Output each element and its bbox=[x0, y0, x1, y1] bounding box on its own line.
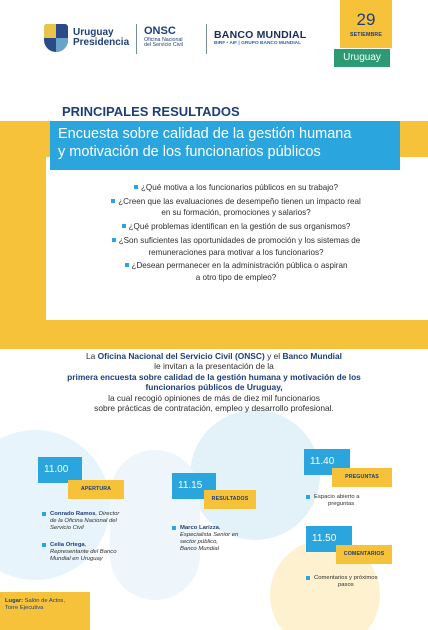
bullet-icon bbox=[172, 526, 176, 530]
speaker-ortega: Celia Ortega, Representante del Banco Mundial en Uruguay bbox=[50, 542, 130, 563]
uruguay-presidencia-logo bbox=[44, 24, 129, 52]
survey-highlight-2: funcionarios públicos de Uruguay, bbox=[145, 382, 283, 393]
location-box bbox=[0, 592, 90, 630]
question-item: ¿Qué motiva a los funcionarios públicos en su trabajo? bbox=[76, 182, 396, 194]
time-1140: 11.40 bbox=[304, 449, 350, 475]
uruguay-label: Uruguay bbox=[73, 26, 114, 38]
date-month: SETIEMBRE bbox=[349, 32, 383, 38]
questions-list bbox=[76, 182, 396, 284]
question-item: ¿Creen que las evaluaciones de desempeño tienen un impacto real en su formación, promociones y salarios? bbox=[76, 196, 396, 219]
time-1100: 11.00 bbox=[38, 457, 82, 483]
bullet-icon bbox=[42, 512, 46, 516]
banco-mundial-logo bbox=[214, 29, 306, 47]
question-item: ¿Desean permanecer en la administración pública o aspiran a otro tipo de empleo? bbox=[76, 260, 396, 283]
onsc-line1: Oficina Nacional bbox=[144, 36, 183, 43]
header-divider bbox=[136, 24, 137, 54]
uruguay-shield-icon bbox=[44, 24, 68, 52]
item-preguntas: Espacio abierto a preguntas bbox=[314, 494, 398, 508]
tag-apertura: APERTURA bbox=[68, 480, 124, 499]
speaker-ramos: Conrado Ramos, Director de la Oficina Nacional del Servicio Civil bbox=[50, 511, 130, 532]
header-divider-2 bbox=[206, 24, 207, 54]
date-badge bbox=[340, 0, 392, 48]
survey-highlight-1: primera encuesta sobre calidad de la gestión humana y motivación de los bbox=[67, 371, 361, 382]
bullet-icon bbox=[306, 495, 310, 499]
tag-comentarios: COMENTARIOS bbox=[336, 545, 392, 564]
bm-mention: Banco Mundial bbox=[282, 351, 342, 361]
invitation-text: La Oficina Nacional del Servicio Civil (ONSC) y el Banco Mundial le invitan a la presentación de la primera encuesta sobre calidad de la gestión humana y motivación de los funcionarios públicos de Uruguay, la cual recogió opiniones de más de diez mil funcionarios sobre prácticas de contratación, empleo y desarrollo profesional. bbox=[28, 351, 400, 413]
survey-title-line2: y motivación de los funcionarios públicos bbox=[58, 144, 321, 160]
date-day: 29 bbox=[356, 10, 376, 29]
tag-resultados: RESULTADOS bbox=[204, 490, 256, 509]
survey-title-line1: Encuesta sobre calidad de la gestión humana bbox=[58, 126, 352, 142]
survey-title-box bbox=[50, 121, 400, 170]
bullet-icon bbox=[134, 185, 138, 189]
banco-mundial-sub: BIRF • AIF | GRUPO BANCO MUNDIAL bbox=[214, 41, 302, 47]
question-item: ¿Qué problemas identifican en la gestión de sus organismos? bbox=[76, 221, 396, 233]
bullet-icon bbox=[125, 263, 129, 267]
question-item: ¿Son suficientes las oportunidades de promoción y los sistemas de remuneraciones para motivar a los funcionarios? bbox=[76, 235, 396, 258]
time-1150: 11.50 bbox=[306, 526, 352, 552]
onsc-name: ONSC bbox=[144, 25, 176, 37]
location-value-1: Salón de Actos, bbox=[23, 598, 65, 604]
time-1115: 11.15 bbox=[172, 473, 216, 499]
bullet-icon bbox=[122, 224, 126, 228]
bullet-icon bbox=[306, 576, 310, 580]
onsc-logo bbox=[144, 26, 183, 49]
section-title: PRINCIPALES RESULTADOS bbox=[62, 104, 240, 119]
location-value-2: Torre Ejecutiva bbox=[5, 605, 44, 611]
onsc-line2: del Servicio Civil bbox=[144, 42, 183, 49]
bullet-icon bbox=[112, 238, 116, 242]
banco-mundial-name: BANCO MUNDIAL bbox=[214, 29, 307, 41]
onsc-mention: Oficina Nacional del Servicio Civil (ONSC) bbox=[97, 351, 265, 361]
bullet-icon bbox=[42, 543, 46, 547]
location-label: Lugar: bbox=[5, 598, 24, 604]
tag-preguntas: PREGUNTAS bbox=[332, 468, 392, 487]
country-badge: Uruguay bbox=[334, 49, 390, 67]
presidencia-label: Presidencia bbox=[73, 37, 130, 48]
speaker-larizza: Marco Larizza, Especialista Senior en sector público, Banco Mundial bbox=[180, 525, 260, 553]
bullet-icon bbox=[111, 199, 115, 203]
item-comentarios: Comentarios y próximos pasos bbox=[314, 575, 398, 589]
